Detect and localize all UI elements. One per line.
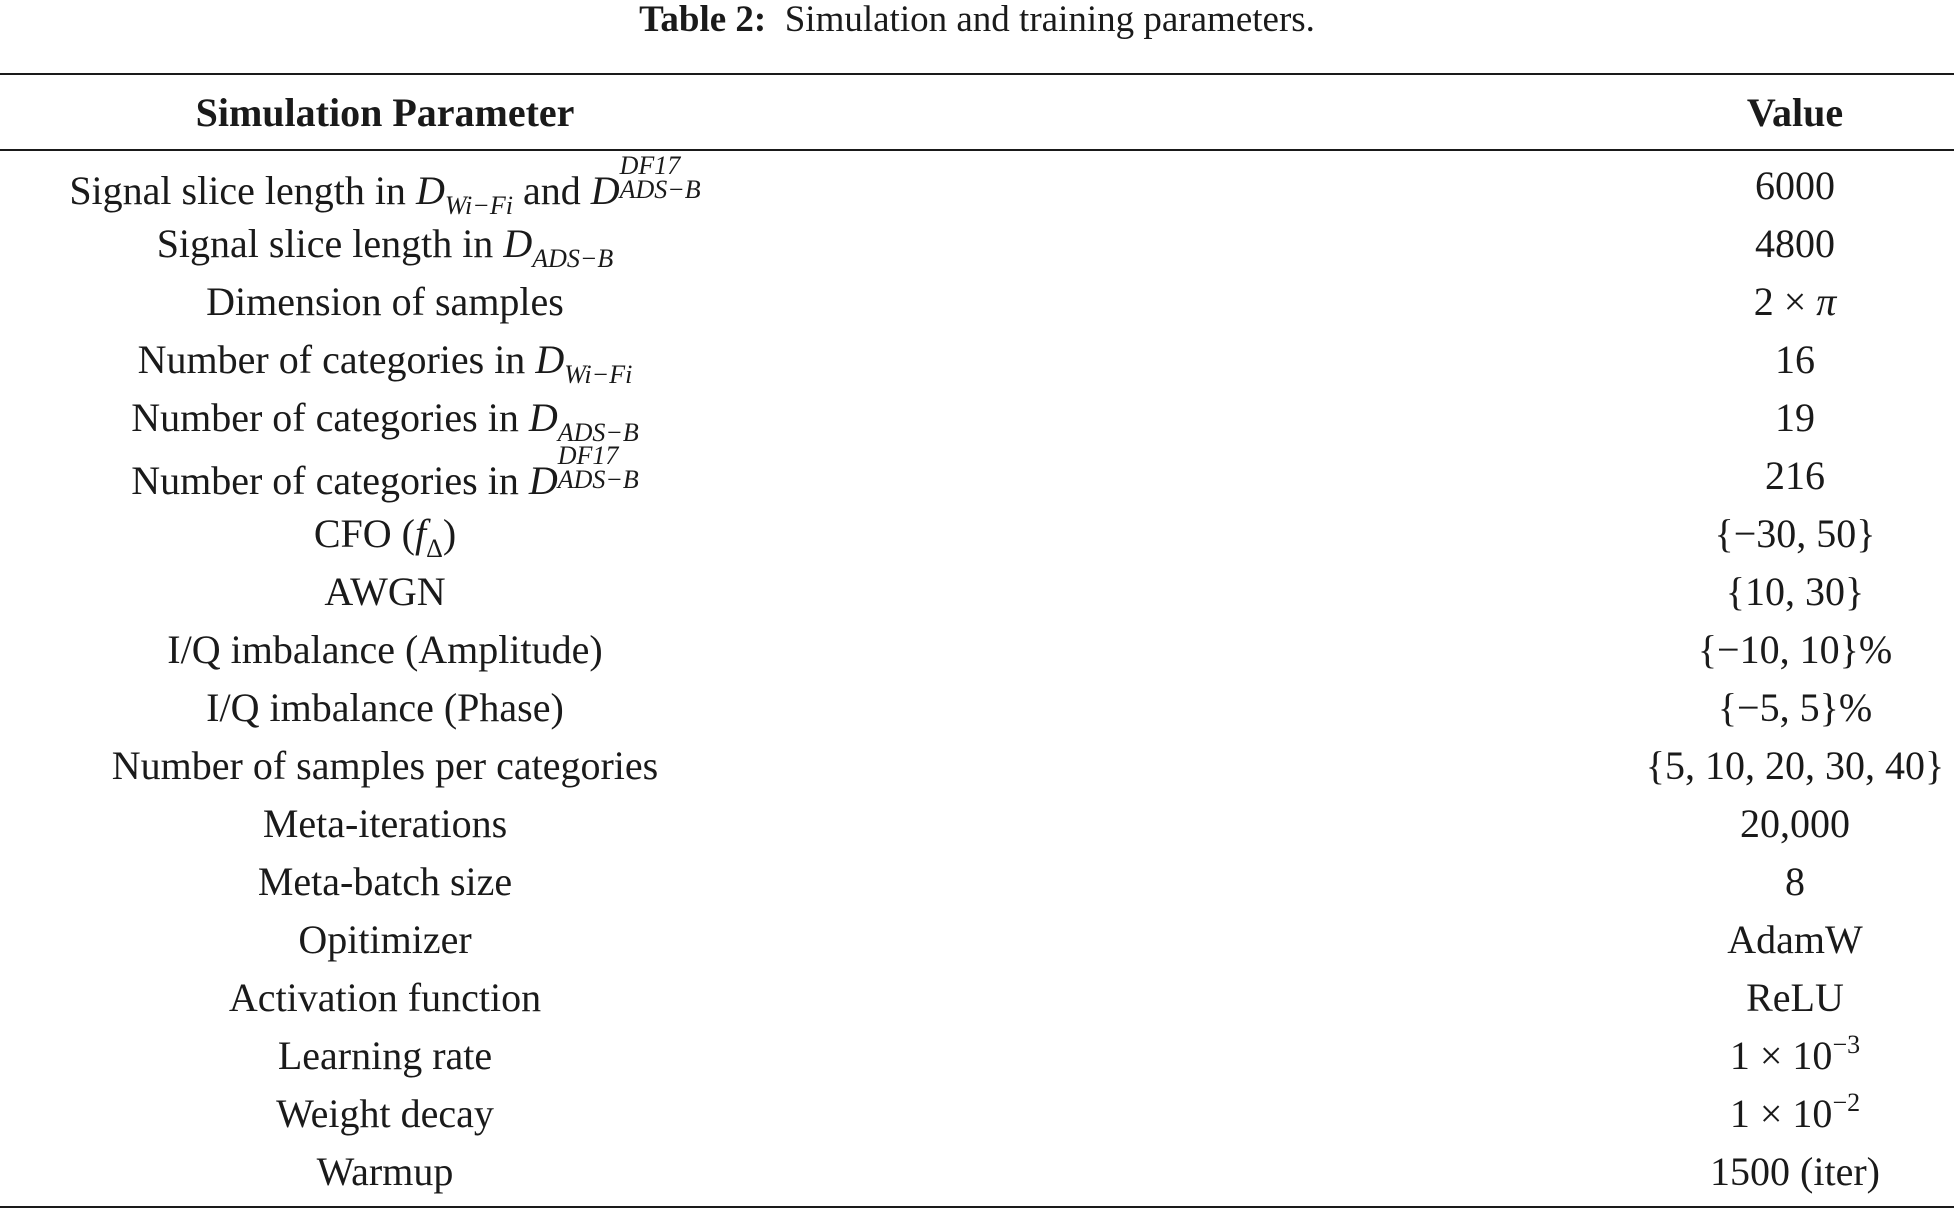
math-superscript: DF17 — [619, 151, 681, 180]
value-cell: AdamW — [1727, 917, 1863, 962]
table-row — [0, 389, 1954, 447]
value-cell: 216 — [1765, 453, 1825, 498]
value-cell: 4800 — [1755, 221, 1835, 266]
table-row — [0, 853, 1954, 911]
value-exponent: −3 — [1832, 1030, 1861, 1059]
math-subscript: Δ — [426, 534, 443, 563]
math-symbol: D — [528, 395, 558, 440]
caption-label: Table 2: — [639, 0, 767, 40]
value-cell: 1500 (iter) — [1710, 1149, 1880, 1194]
table-row — [0, 563, 1954, 621]
math-subscript: Wi−Fi — [564, 360, 633, 389]
top-rule — [0, 73, 1954, 75]
table-row — [0, 505, 1954, 563]
param-text: CFO ( — [313, 511, 415, 556]
param-cell — [0, 505, 770, 563]
param-text: Number of categories in — [131, 395, 529, 440]
param-cell: AWGN — [324, 569, 446, 614]
value-cell: {−5, 5}% — [1717, 685, 1873, 730]
bottom-rule — [0, 1206, 1954, 1208]
math-subsup — [619, 151, 701, 209]
param-text: Signal slice length in — [156, 221, 504, 266]
math-symbol: D — [535, 337, 565, 382]
param-cell — [0, 331, 770, 389]
param-cell: I/Q imbalance (Amplitude) — [167, 627, 603, 672]
math-subscript: ADS−B — [619, 175, 701, 204]
param-cell — [0, 215, 770, 273]
value-cell — [1600, 1027, 1954, 1085]
math-subscript: ADS−B — [532, 244, 614, 273]
math-symbol: D — [415, 168, 445, 213]
table-row — [0, 273, 1954, 331]
table-body — [0, 151, 1954, 1201]
math-symbol: D — [503, 221, 533, 266]
caption-text: Simulation and training parameters. — [784, 0, 1315, 40]
table-row — [0, 1027, 1954, 1085]
value-text: 1 × 10 — [1729, 1033, 1833, 1078]
param-cell — [0, 389, 770, 447]
param-text: Number of categories in — [131, 458, 529, 503]
table-row — [0, 151, 1954, 220]
param-text: and — [512, 168, 591, 213]
math-subscript: ADS−B — [557, 418, 639, 447]
table-row — [0, 1143, 1954, 1201]
math-superscript: DF17 — [557, 441, 619, 470]
value-cell — [1600, 273, 1954, 331]
param-cell: Warmup — [316, 1149, 454, 1194]
table-row — [0, 911, 1954, 969]
value-cell: 20,000 — [1740, 801, 1850, 846]
table-row — [0, 737, 1954, 795]
value-cell: 16 — [1775, 337, 1815, 382]
math-symbol: D — [528, 458, 558, 503]
math-symbol: f — [414, 511, 427, 556]
math-subsup — [557, 441, 639, 499]
value-cell: {10, 30} — [1725, 569, 1865, 614]
table-row — [0, 215, 1954, 273]
param-cell: Weight decay — [276, 1091, 494, 1136]
param-cell: Number of samples per categories — [111, 743, 659, 788]
value-exponent: −2 — [1832, 1088, 1861, 1117]
table-header-row — [0, 78, 1954, 148]
math-subscript: Wi−Fi — [444, 191, 513, 220]
param-cell: Dimension of samples — [206, 279, 564, 324]
header-value: Value — [1746, 90, 1844, 135]
value-cell: 19 — [1775, 395, 1815, 440]
value-cell: {−30, 50} — [1714, 511, 1876, 556]
value-cell: {5, 10, 20, 30, 40} — [1645, 743, 1945, 788]
value-cell: 6000 — [1755, 163, 1835, 208]
math-symbol: D — [590, 168, 620, 213]
param-cell — [0, 151, 770, 220]
table-row — [0, 441, 1954, 505]
table-row — [0, 621, 1954, 679]
math-symbol: π — [1816, 279, 1837, 324]
table-caption — [0, 0, 1954, 44]
math-subscript: ADS−B — [557, 465, 639, 494]
table-row — [0, 795, 1954, 853]
header-rule — [0, 149, 1954, 151]
param-cell: Learning rate — [277, 1033, 493, 1078]
value-text: 2 × — [1753, 279, 1817, 324]
param-text: ) — [442, 511, 457, 556]
param-cell: Opitimizer — [298, 917, 472, 962]
param-cell: Activation function — [228, 975, 542, 1020]
table-row — [0, 331, 1954, 389]
value-cell: 8 — [1785, 859, 1805, 904]
value-cell — [1600, 1085, 1954, 1143]
table-row — [0, 1085, 1954, 1143]
param-cell: I/Q imbalance (Phase) — [206, 685, 564, 730]
table-row — [0, 679, 1954, 737]
header-simulation-parameter: Simulation Parameter — [195, 90, 575, 135]
param-text: Number of categories in — [137, 337, 536, 382]
param-cell: Meta-iterations — [262, 801, 508, 846]
param-cell: Meta-batch size — [257, 859, 513, 904]
param-cell — [0, 441, 770, 505]
table-row — [0, 969, 1954, 1027]
value-cell: {−10, 10}% — [1697, 627, 1893, 672]
value-text: 1 × 10 — [1729, 1091, 1833, 1136]
param-text: Signal slice length in — [69, 168, 416, 213]
value-cell: ReLU — [1746, 975, 1844, 1020]
